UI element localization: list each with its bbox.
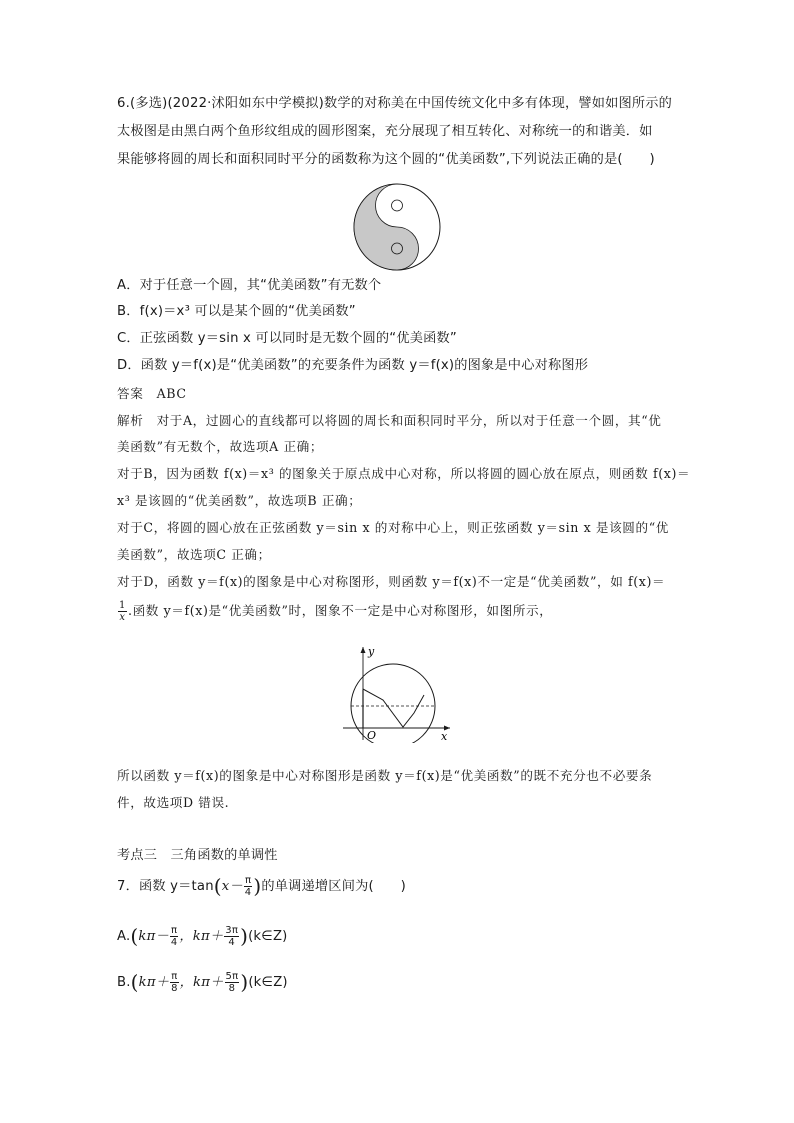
y-axis-label: y — [368, 645, 375, 658]
q6-option-b: B．f(x)＝x³ 可以是某个圆的“优美函数” — [117, 304, 356, 319]
q6-solution-line6: 美函数”，故选项C 正确； — [117, 547, 271, 562]
origin-label: O — [367, 729, 377, 742]
q6-stem-line2: 太极图是由黑白两个鱼形纹组成的圆形图案，充分展现了相互转化、对称统一的和谐美．如 — [117, 124, 653, 139]
q6-answer: 答案 ABC — [117, 386, 187, 401]
q6-solution-line3: 对于B，因为函数 f(x)＝x³ 的图象关于原点成中心对称，所以将圆的圆心放在原点，则函数 f(x)＝ — [117, 466, 691, 481]
q6-solution-line2: 美函数”有无数个，故选项A 正确； — [117, 439, 324, 454]
q7-stem: 7．函数 y＝tan(x－ $\frac{\pi}{4}$ )的单调递增区间为( ) — [117, 874, 406, 898]
q6-option-a: A．对于任意一个圆，其“优美函数”有无数个 — [117, 278, 382, 293]
q6-solution-line10: 件，故选项D 错误. — [117, 795, 230, 810]
q6-solution-line1: 解析 对于A，过圆心的直线都可以将圆的周长和面积同时平分，所以对于任意一个圆，其“优 — [117, 413, 662, 428]
q6-stem-line3: 果能够将圆的周长和面积同时平分的函数称为这个圆的“优美函数”,下列说法正确的是( ) — [117, 152, 655, 167]
fraction-one-over-x: $\frac{1}{x}$ — [119, 600, 126, 623]
q7-option-b: B.(kπ＋ $\frac{\pi}{8}$ ，kπ＋ $\frac{5\pi}{8}$ )(k∈Z) — [117, 970, 288, 994]
q6-solution-line4: x³ 是该圆的“优美函数”，故选项B 正确； — [117, 493, 362, 508]
circle-graph-figure — [338, 643, 456, 743]
q6-option-d: D．函数 y＝f(x)是“优美函数”的充要条件为函数 y＝f(x)的图象是中心对称图形 — [117, 358, 589, 373]
q6-solution-line8: $\frac{1}{x}$ .函数 y＝f(x)是“优美函数”时，图象不一定是中心对称图形，如图所示， — [119, 600, 553, 623]
section-heading: 考点三 三角函数的单调性 — [117, 848, 278, 863]
q7-option-a: A.(kπ－ $\frac{\pi}{4}$ ，kπ＋ $\frac{3\pi}{4}$ )(k∈Z) — [117, 924, 288, 948]
taiji-figure — [352, 182, 442, 272]
q6-option-c: C．正弦函数 y＝sin x 可以同时是无数个圆的“优美函数” — [117, 331, 457, 346]
x-axis-label: x — [441, 730, 448, 743]
q6-solution-line9: 所以函数 y＝f(x)的图象是中心对称图形是函数 y＝f(x)是“优美函数”的既不充分也不必要条 — [117, 768, 653, 783]
q6-stem-line1: 6.(多选)(2022·沭阳如东中学模拟)数学的对称美在中国传统文化中多有体现，譬如如图所示的 — [117, 96, 673, 111]
q6-solution-line5: 对于C，将圆的圆心放在正弦函数 y＝sin x 的对称中心上，则正弦函数 y＝sin x 是该圆的“优 — [117, 520, 669, 535]
q6-solution-line7: 对于D，函数 y＝f(x)的图象是中心对称图形，则函数 y＝f(x)不一定是“优美函数”，如 f(x)＝ — [117, 574, 666, 589]
